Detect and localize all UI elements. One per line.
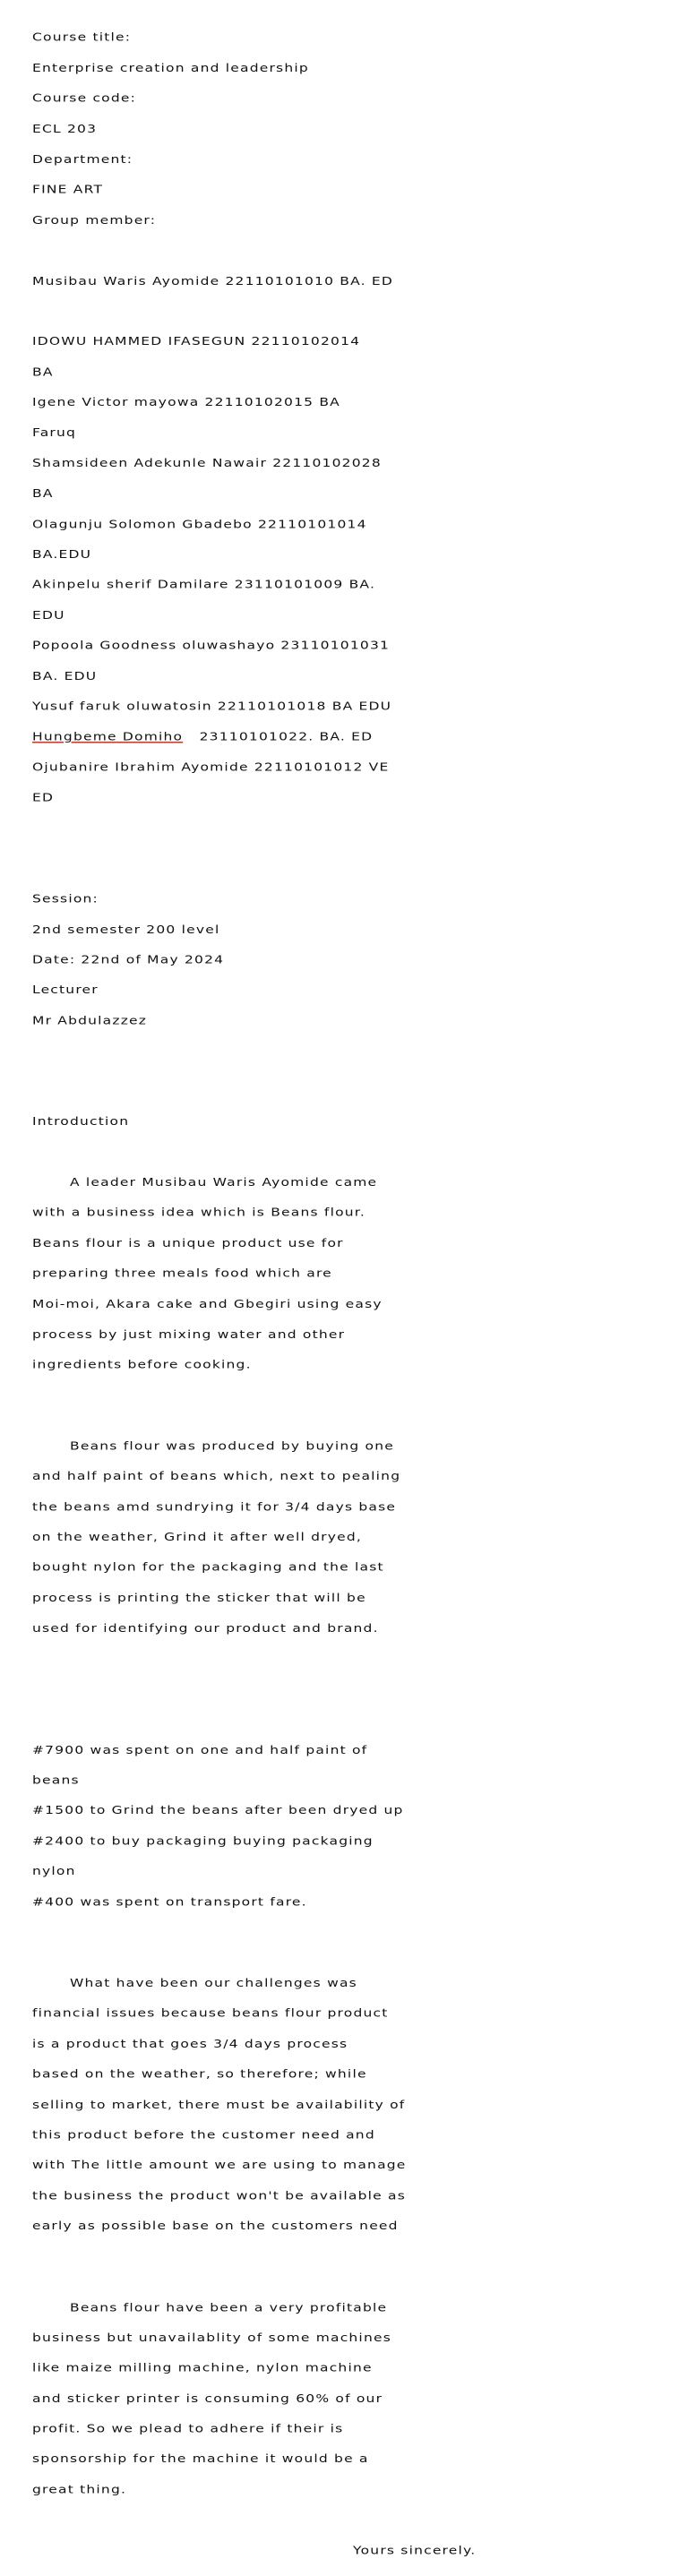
member-line: Musibau Waris Ayomide 22110101010 BA. ED	[32, 274, 394, 288]
member-line: Faruq	[32, 425, 77, 440]
paragraph-line: profit. So we plead to adhere if their is	[32, 2422, 344, 2435]
course-title: Enterprise creation and leadership	[32, 61, 309, 75]
paragraph-line: with a business idea which is Beans flour.	[32, 1206, 366, 1220]
paragraph-line: based on the weather, so therefore; while	[32, 2067, 367, 2081]
member-line: Yusuf faruk oluwatosin 22110101018 BA EDU	[32, 700, 392, 713]
paragraph-line: on the weather, Grind it after well dryed,	[32, 1530, 362, 1544]
paragraph-line: this product before the customer need and	[32, 2128, 375, 2142]
spacer	[32, 854, 677, 863]
member-name-underlined: Hungbeme Domiho	[32, 730, 184, 743]
session-value: 2nd semester 200 level	[32, 923, 220, 936]
introduction-heading: Introduction	[32, 1114, 130, 1129]
member-line: Shamsideen Adekunle Nawair 22110102028	[32, 456, 382, 470]
paragraph-line: used for identifying our product and brand.	[32, 1621, 379, 1636]
session-date: Date: 22nd of May 2024	[32, 953, 225, 966]
paragraph-line: like maize milling machine, nylon machine	[32, 2361, 373, 2375]
member-line: IDOWU HAMMED IFASEGUN 22110102014	[32, 334, 361, 348]
paragraph-line: early as possible base on the customers need	[32, 2219, 399, 2233]
paragraph-line: the beans amd sundrying it for 3/4 days base	[32, 1499, 397, 1514]
lecturer-name: Mr Abdulazzez	[32, 1013, 148, 1027]
paragraph-line: and half paint of beans which, next to pealing	[32, 1469, 401, 1483]
member-line	[32, 306, 677, 316]
challenges-paragraph	[32, 1958, 677, 2252]
member-line-underlined	[32, 730, 677, 743]
introduction-paragraph-1	[32, 1157, 677, 1390]
department-label: Department:	[32, 152, 133, 167]
member-line: BA. EDU	[32, 669, 98, 683]
paragraph-line: Beans flour is a unique product use for	[32, 1236, 344, 1250]
paragraph-line: business but unavailablity of some machines	[32, 2331, 391, 2345]
conclusion-paragraph	[32, 2282, 677, 2515]
paragraph-line: great thing.	[32, 2483, 127, 2496]
paragraph-line: bought nylon for the packaging and the last	[32, 1560, 384, 1575]
course-code: ECL 203	[32, 122, 98, 136]
spacer	[32, 1685, 677, 1695]
cost-line: #1500 to Grind the beans after been dryed up	[32, 1804, 404, 1817]
introduction-paragraph-2	[32, 1421, 677, 1654]
member-list	[32, 256, 677, 824]
spacer	[32, 1057, 677, 1087]
group-member-label: Group member:	[32, 213, 157, 227]
paragraph-line: process by just mixing water and other	[32, 1327, 346, 1342]
member-line: Olagunju Solomon Gbadebo 22110101014	[32, 517, 367, 531]
paragraph-line: sponsorship for the machine it would be a	[32, 2452, 369, 2466]
lecturer-label: Lecturer	[32, 983, 99, 997]
member-line: Igene Victor mayowa 22110102015 BA	[32, 395, 340, 409]
course-title-label: Course title:	[32, 30, 132, 45]
paragraph-line: process is printing the sticker that will be	[32, 1591, 366, 1605]
member-line: BA	[32, 486, 54, 501]
paragraph-line: is a product that goes 3/4 days process	[32, 2037, 348, 2050]
closing-salutation: Yours sincerely.	[353, 2543, 477, 2557]
paragraph-line: the business the product won't be available as	[32, 2188, 406, 2202]
member-line: BA.EDU	[32, 547, 92, 562]
paragraph-line: Beans flour was produced by buying one	[70, 1438, 394, 1453]
member-line: ED	[32, 790, 55, 804]
paragraph-line: What have been our challenges was	[70, 1976, 357, 1990]
cost-line: #7900 was spent on one and half paint of	[32, 1743, 368, 1756]
paragraph-line: and sticker printer is consuming 60% of our	[32, 2391, 383, 2405]
member-line: Popoola Goodness oluwashayo 23110101031	[32, 639, 391, 653]
member-line: Akinpelu sherif Damilare 23110101009 BA.	[32, 578, 376, 592]
paragraph-line: Beans flour have been a very profitable	[70, 2300, 388, 2314]
session-label: Session:	[32, 892, 99, 906]
member-id-text: 23110101022. BA. ED	[183, 730, 374, 743]
paragraph-line: preparing three meals food which are	[32, 1267, 332, 1281]
cost-line: #400 was spent on transport fare.	[32, 1894, 307, 1909]
cost-line: nylon	[32, 1864, 76, 1878]
paragraph-line: Moi-moi, Akara cake and Gbegiri using easy	[32, 1297, 383, 1311]
cost-line: beans	[32, 1773, 80, 1787]
paragraph-line: A leader Musibau Waris Ayomide came	[70, 1175, 378, 1189]
paragraph-line: with The little amount we are using to manage	[32, 2158, 407, 2172]
paragraph-line: ingredients before cooking.	[32, 1358, 252, 1371]
cost-line: #2400 to buy packaging buying packaging	[32, 1833, 374, 1848]
document-page	[32, 3, 677, 2576]
paragraph-line: selling to market, there must be availability of	[32, 2098, 406, 2111]
course-code-label: Course code:	[32, 91, 137, 106]
member-line: EDU	[32, 608, 65, 623]
member-line: BA	[32, 365, 54, 379]
paragraph-line: financial issues because beans flour product	[32, 2006, 389, 2021]
member-line: Ojubanire Ibrahim Ayomide 22110101012 VE	[32, 760, 390, 774]
cost-list	[32, 1725, 677, 1928]
department: FINE ART	[32, 183, 104, 196]
